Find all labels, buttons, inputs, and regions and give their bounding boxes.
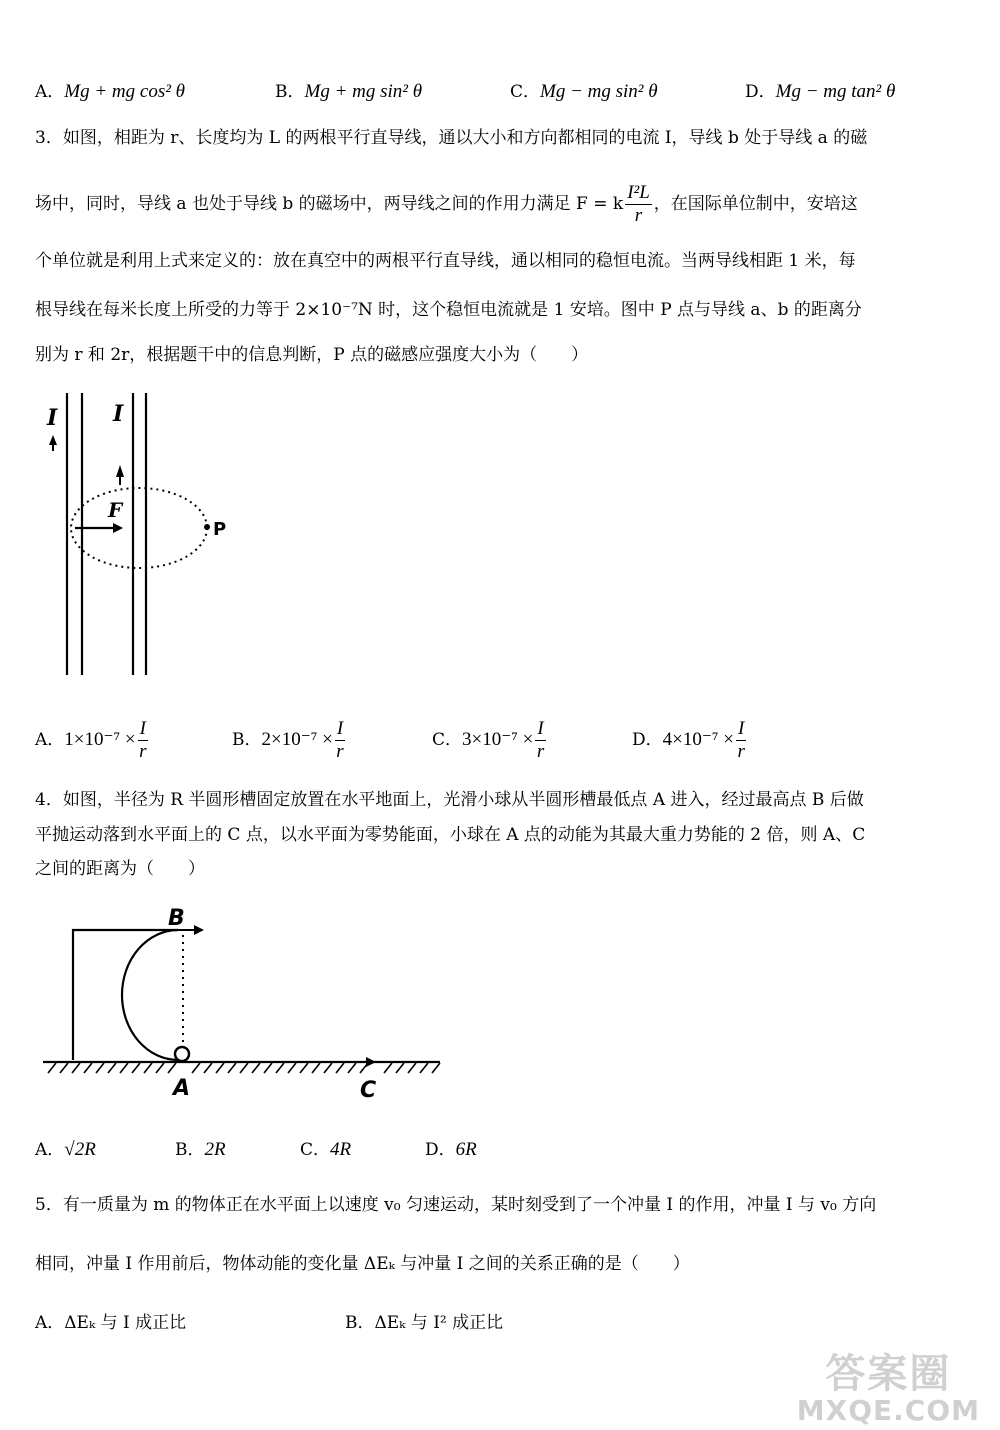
q2-option-b[interactable]: B．Mg + mg sin² θ — [275, 81, 423, 102]
ground-hatching — [48, 1063, 440, 1073]
semicircle-groove — [122, 930, 178, 1060]
velocity-arrow-b — [194, 925, 204, 935]
label-p: P — [213, 519, 227, 540]
label-f: F — [108, 498, 123, 522]
label-i-left: I — [47, 405, 58, 431]
q4-stem-line-3: 之间的距离为（ ） — [35, 859, 205, 879]
q3-wire-figure — [35, 385, 275, 685]
q4-option-b[interactable]: B．2R — [175, 1139, 226, 1160]
label-i-right: I — [113, 401, 124, 427]
q3-force-fraction: $\frac{\text{I²L}}{r}$ — [627, 182, 650, 226]
q4-option-c[interactable]: C．4R — [300, 1139, 352, 1160]
q3-stem-line-3: 个单位就是利用上式来定义的：放在真空中的两根平行直导线，通以相同的稳恒电流。当两导线相距 1 米，每 — [35, 251, 856, 271]
q3-option-c[interactable]: C．3×10⁻⁷ × $\frac{I}{r}$ — [432, 718, 545, 762]
label-c: C — [360, 1078, 377, 1103]
q4-stem-line-1: 4．如图，半径为 R 半圆形槽固定放置在水平地面上，光滑小球从半圆形槽最低点 A 进入，经过最高点 B 后做 — [35, 790, 864, 810]
watermark-line-1: 答案圈 — [825, 1351, 952, 1397]
label-b: B — [168, 906, 185, 931]
q3-stem-line-2: 场中，同时，导线 a 也处于导线 b 的磁场中，两导线之间的作用力满足 F = k $\frac{\text{I²L}}{r}$ ，在国际单位制中，安培这 — [35, 182, 858, 226]
watermark-line-2: MXQE.COM — [796, 1394, 980, 1427]
q5-stem-line-1: 5．有一质量为 m 的物体正在水平面上以速度 v₀ 匀速运动，某时刻受到了一个冲量 I 的作用，冲量 I 与 v₀ 方向 — [35, 1195, 877, 1215]
q3-option-b[interactable]: B．2×10⁻⁷ × $\frac{I}{r}$ — [232, 718, 344, 762]
block-outline — [73, 930, 178, 1060]
q2-option-a[interactable]: A．Mg + mg cos² θ — [35, 81, 186, 102]
q2-option-c[interactable]: C．Mg − mg sin² θ — [510, 81, 658, 102]
label-a: A — [173, 1076, 191, 1101]
q2-option-d[interactable]: D．Mg − mg tan² θ — [745, 81, 896, 102]
q3-option-a[interactable]: A．1×10⁻⁷ × $\frac{I}{r}$ — [35, 718, 147, 762]
q4-option-d[interactable]: D．6R — [425, 1139, 477, 1160]
q3-stem-line-1: 3．如图，相距为 r、长度均为 L 的两根平行直导线，通以大小和方向都相同的电流 I，导线 b 处于导线 a 的磁 — [35, 128, 868, 148]
point-p-dot — [204, 524, 210, 530]
q3-option-d[interactable]: D．4×10⁻⁷ × $\frac{I}{r}$ — [632, 718, 745, 762]
q3-stem-line-5: 别为 r 和 2r，根据题干中的信息判断，P 点的磁感应强度大小为（ ） — [35, 345, 589, 365]
q4-option-a[interactable]: A．√2R — [35, 1139, 96, 1160]
q5-option-b[interactable]: B．ΔEₖ 与 I² 成正比 — [345, 1313, 504, 1333]
ball-at-a — [175, 1047, 189, 1061]
q3-stem-line-4: 根导线在每米长度上所受的力等于 2×10⁻⁷N 时，这个稳恒电流就是 1 安培。图中 P 点与导线 a、b 的距离分 — [35, 300, 862, 320]
q4-semicircle-figure — [38, 905, 448, 1105]
watermark-logo — [797, 1352, 980, 1426]
q4-stem-line-2: 平抛运动落到水平面上的 C 点，以水平面为零势能面，小球在 A 点的动能为其最大重力势能的 2 倍，则 A、C — [35, 825, 866, 845]
landing-arrow-c — [366, 1057, 376, 1067]
q5-stem-line-2: 相同，冲量 I 作用前后，物体动能的变化量 ΔEₖ 与冲量 I 之间的关系正确的是（ ） — [35, 1254, 690, 1274]
q5-option-a[interactable]: A．ΔEₖ 与 I 成正比 — [35, 1313, 187, 1333]
